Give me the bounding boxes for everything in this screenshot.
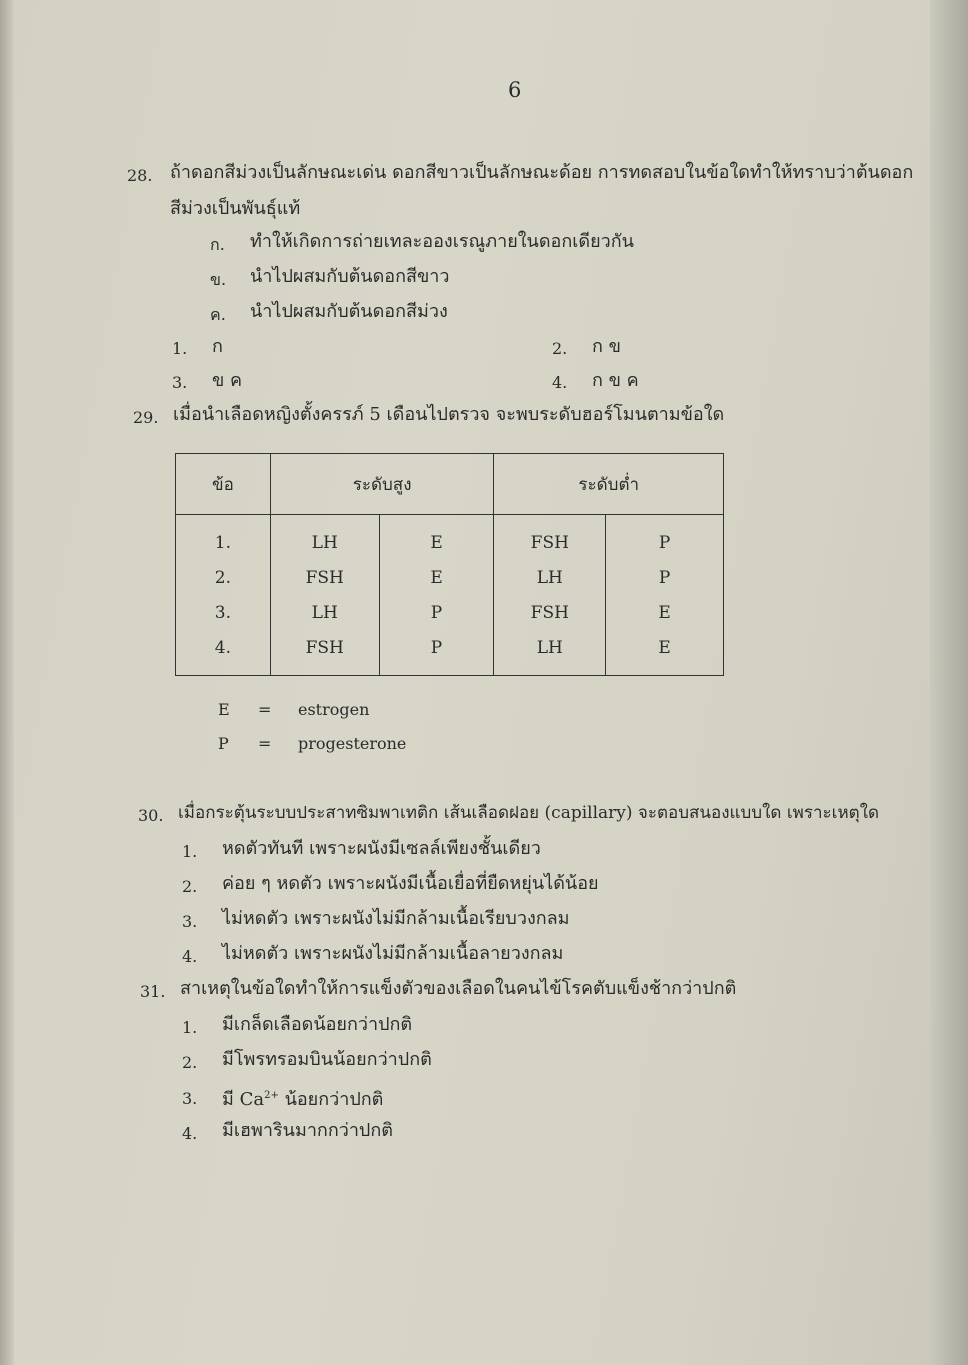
choice-text: ก ข ค [592, 370, 639, 391]
question-number: 28. [127, 166, 153, 185]
low-hormone-1: LH [494, 560, 606, 595]
page-number: 6 [508, 78, 522, 102]
choice-text-post: น้อยกว่าปกติ [278, 1089, 384, 1110]
high-hormone-1: LH [270, 515, 379, 561]
choice-text-pre: มี Ca [222, 1089, 265, 1110]
page-edge-right [930, 0, 968, 1365]
statement-label: ค. [210, 305, 226, 324]
choice-text: ข ค [212, 370, 243, 391]
choice-text: ก ข [592, 336, 621, 357]
statement-text: นำไปผสมกับต้นดอกสีขาว [250, 266, 450, 287]
legend-meaning: progesterone [298, 734, 407, 753]
table-row [176, 515, 724, 561]
question-text: เมื่อนำเลือดหญิงตั้งครรภ์ 5 เดือนไปตรวจ จะพบระดับฮอร์โมนตามข้อใด [173, 404, 725, 425]
question-number: 29. [133, 408, 159, 427]
low-hormone-2: E [606, 595, 724, 630]
high-hormone-1: FSH [270, 630, 379, 676]
choice-text: ค่อย ๆ หดตัว เพราะผนังมีเนื้อเยื่อที่ยืดหยุ่นได้น้อย [222, 873, 599, 894]
choice-number: 4. [552, 373, 568, 392]
high-hormone-2: P [379, 630, 494, 676]
high-hormone-2: E [379, 515, 494, 561]
legend-meaning: estrogen [298, 700, 370, 719]
choice-number: 4. [182, 1124, 198, 1143]
statement-text: ทำให้เกิดการถ่ายเทละอองเรณูภายในดอกเดียวกัน [250, 231, 634, 252]
statement-label: ข. [210, 270, 227, 289]
low-hormone-1: FSH [494, 515, 606, 561]
page-edge-left [0, 0, 14, 1365]
table-row [176, 630, 724, 676]
low-hormone-2: P [606, 515, 724, 561]
choice-number: 3. [172, 373, 188, 392]
high-hormone-1: LH [270, 595, 379, 630]
legend-equals: = [258, 700, 272, 719]
choice-number: 1. [182, 842, 198, 861]
choice-text: ก [212, 336, 223, 357]
choice-number: 2. [552, 339, 568, 358]
choice-text: หดตัวทันที เพราะผนังมีเซลล์เพียงชั้นเดียว [222, 838, 541, 859]
question-text: สาเหตุในข้อใดทำให้การแข็งตัวของเลือดในคนไข้โรคตับแข็งช้ากว่าปกติ [180, 978, 737, 999]
low-hormone-2: E [606, 630, 724, 676]
choice-text [222, 1084, 383, 1112]
high-hormone-2: P [379, 595, 494, 630]
choice-text: มีเฮพารินมากกว่าปกติ [222, 1120, 393, 1141]
question-text: ถ้าดอกสีม่วงเป็นลักษณะเด่น ดอกสีขาวเป็นลักษณะด้อย การทดสอบในข้อใดทำให้ทราบว่าต้นดอก [170, 162, 914, 183]
row-number: 2. [176, 560, 271, 595]
choice-number: 1. [172, 339, 188, 358]
table-header-row [176, 454, 724, 515]
hormone-table [175, 453, 724, 676]
calcium-charge: 2+ [264, 1090, 279, 1101]
choice-text: มีโพรทรอมบินน้อยกว่าปกติ [222, 1049, 432, 1070]
legend-equals: = [258, 734, 272, 753]
choice-number: 2. [182, 1053, 198, 1072]
high-hormone-1: FSH [270, 560, 379, 595]
question-text-continued: สีม่วงเป็นพันธุ์แท้ [170, 198, 301, 219]
choice-number: 1. [182, 1018, 198, 1037]
high-hormone-2: E [379, 560, 494, 595]
row-number: 3. [176, 595, 271, 630]
table-row [176, 595, 724, 630]
low-hormone-2: P [606, 560, 724, 595]
question-text: เมื่อกระตุ้นระบบประสาทซิมพาเทติก เส้นเลือดฝอย (capillary) จะตอบสนองแบบใด เพราะเหตุใด [178, 803, 880, 823]
question-number: 31. [140, 982, 166, 1001]
choice-text: ไม่หดตัว เพราะผนังไม่มีกล้ามเนื้อเรียบวงกลม [222, 908, 570, 929]
header-item: ข้อ [176, 454, 271, 515]
row-number: 4. [176, 630, 271, 676]
legend-symbol: P [218, 734, 229, 753]
choice-number: 3. [182, 912, 198, 931]
header-low-level: ระดับต่ำ [494, 454, 724, 515]
question-number: 30. [138, 806, 164, 825]
choice-number: 4. [182, 947, 198, 966]
low-hormone-1: LH [494, 630, 606, 676]
choice-number: 3. [182, 1089, 198, 1108]
statement-text: นำไปผสมกับต้นดอกสีม่วง [250, 301, 448, 322]
row-number: 1. [176, 515, 271, 561]
header-high-level: ระดับสูง [270, 454, 494, 515]
choice-number: 2. [182, 877, 198, 896]
choice-text: มีเกล็ดเลือดน้อยกว่าปกติ [222, 1014, 413, 1035]
choice-text: ไม่หดตัว เพราะผนังไม่มีกล้ามเนื้อลายวงกลม [222, 943, 564, 964]
statement-label: ก. [210, 235, 225, 254]
table-row [176, 560, 724, 595]
legend-symbol: E [218, 700, 230, 719]
low-hormone-1: FSH [494, 595, 606, 630]
